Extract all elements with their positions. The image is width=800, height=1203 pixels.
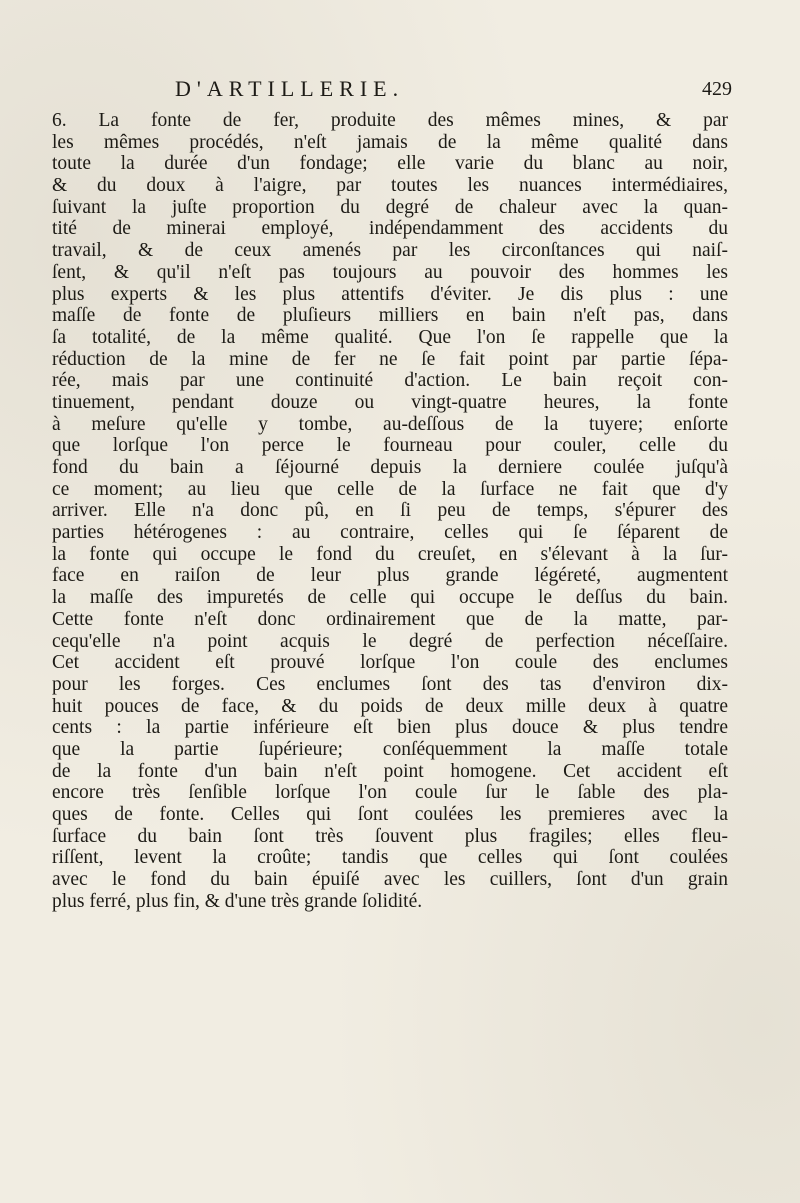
text-line: de la fonte d'un bain n'eſt point homogene. Cet accident eſt [52,760,728,782]
text-line: Cet accident eſt prouvé lorſque l'on coule des enclumes [52,652,728,674]
text-line: rée, mais par une continuité d'action. Le bain reçoit con- [52,370,728,392]
text-line: la maſſe des impuretés de celle qui occupe le deſſus du bain. [52,587,728,609]
text-line: travail, & de ceux amenés par les circonſtances qui naiſ- [52,240,728,262]
text-line: parties hétérogenes : au contraire, celles qui ſe ſéparent de [52,522,728,544]
text-line: ſa totalité, de la même qualité. Que l'on ſe rappelle que la [52,326,728,348]
text-line: que la partie ſupérieure; conſéquemment la maſſe totale [52,738,728,760]
text-line: plus ferré, plus fin, & d'une très grande ſolidité. [52,890,423,912]
text-line: ques de fonte. Celles qui ſont coulées les premieres avec la [52,804,728,825]
text-line: encore très ſenſible lorſque l'on coule ſur le ſable des pla- [52,782,728,804]
text-line: & du doux à l'aigre, par toutes les nuances intermédiaires, [52,175,728,197]
text-line: pour les forges. Ces enclumes ſont des tas d'environ dix- [52,673,728,695]
text-line: fond du bain a ſéjourné depuis la derniere coulée juſqu'à [52,457,728,478]
body-text [52,110,728,912]
text-line: que lorſque l'on perce le fourneau pour couler, celle du [52,435,728,457]
text-line: les mêmes procédés, n'eſt jamais de la même qualité dans [52,131,728,153]
running-head: D'ARTILLERIE. [175,76,405,101]
text-line: tinuement, pendant douze ou vingt-quatre heures, la fonte [52,391,728,413]
text-line: maſſe de fonte de pluſieurs milliers en bain n'eſt pas, dans [52,305,728,327]
text-line: réduction de la mine de fer ne ſe fait point par partie ſépa- [52,348,728,370]
text-line: cequ'elle n'a point acquis le degré de perfection néceſſaire. [52,630,728,652]
text-line: tité de minerai employé, indépendamment des accidents du [52,218,728,240]
text-line: la fonte qui occupe le fond du creuſet, en s'élevant à la ſur- [52,543,728,565]
text-line: à meſure qu'elle y tombe, au-deſſous de la tuyere; enſorte [52,413,728,435]
text-line: ſurface du bain ſont très ſouvent plus fragiles; elles fleu- [52,825,728,847]
text-line: ſent, & qu'il n'eſt pas toujours au pouvoir des hommes les [52,261,728,283]
text-line: huit pouces de face, & du poids de deux mille deux à quatre [52,695,728,717]
text-line: Cette fonte n'eſt donc ordinairement que de la matte, par- [52,608,728,630]
text-line: cents : la partie inférieure eſt bien plus douce & plus tendre [52,717,728,739]
text-line: arriver. Elle n'a donc pû, en ſi peu de temps, s'épurer des [52,500,728,522]
page-header [0,76,800,106]
text-line: face en raiſon de leur plus grande légéreté, augmentent [52,565,728,587]
text-line: ce moment; au lieu que celle de la ſurface ne fait que d'y [52,478,728,500]
text-line: ſuivant la juſte proportion du degré de chaleur avec la quan- [52,196,728,218]
text-line: 6. La fonte de fer, produite des mêmes mines, & par [52,110,728,131]
text-line: toute la durée d'un fondage; elle varie du blanc au noir, [52,153,728,175]
text-line: avec le fond du bain épuiſé avec les cuillers, ſont d'un grain [52,869,728,891]
text-line: plus experts & les plus attentifs d'éviter. Je dis plus : une [52,283,728,305]
text-line: riſſent, levent la croûte; tandis que celles qui ſont coulées [52,847,728,869]
page-number: 429 [702,78,732,100]
